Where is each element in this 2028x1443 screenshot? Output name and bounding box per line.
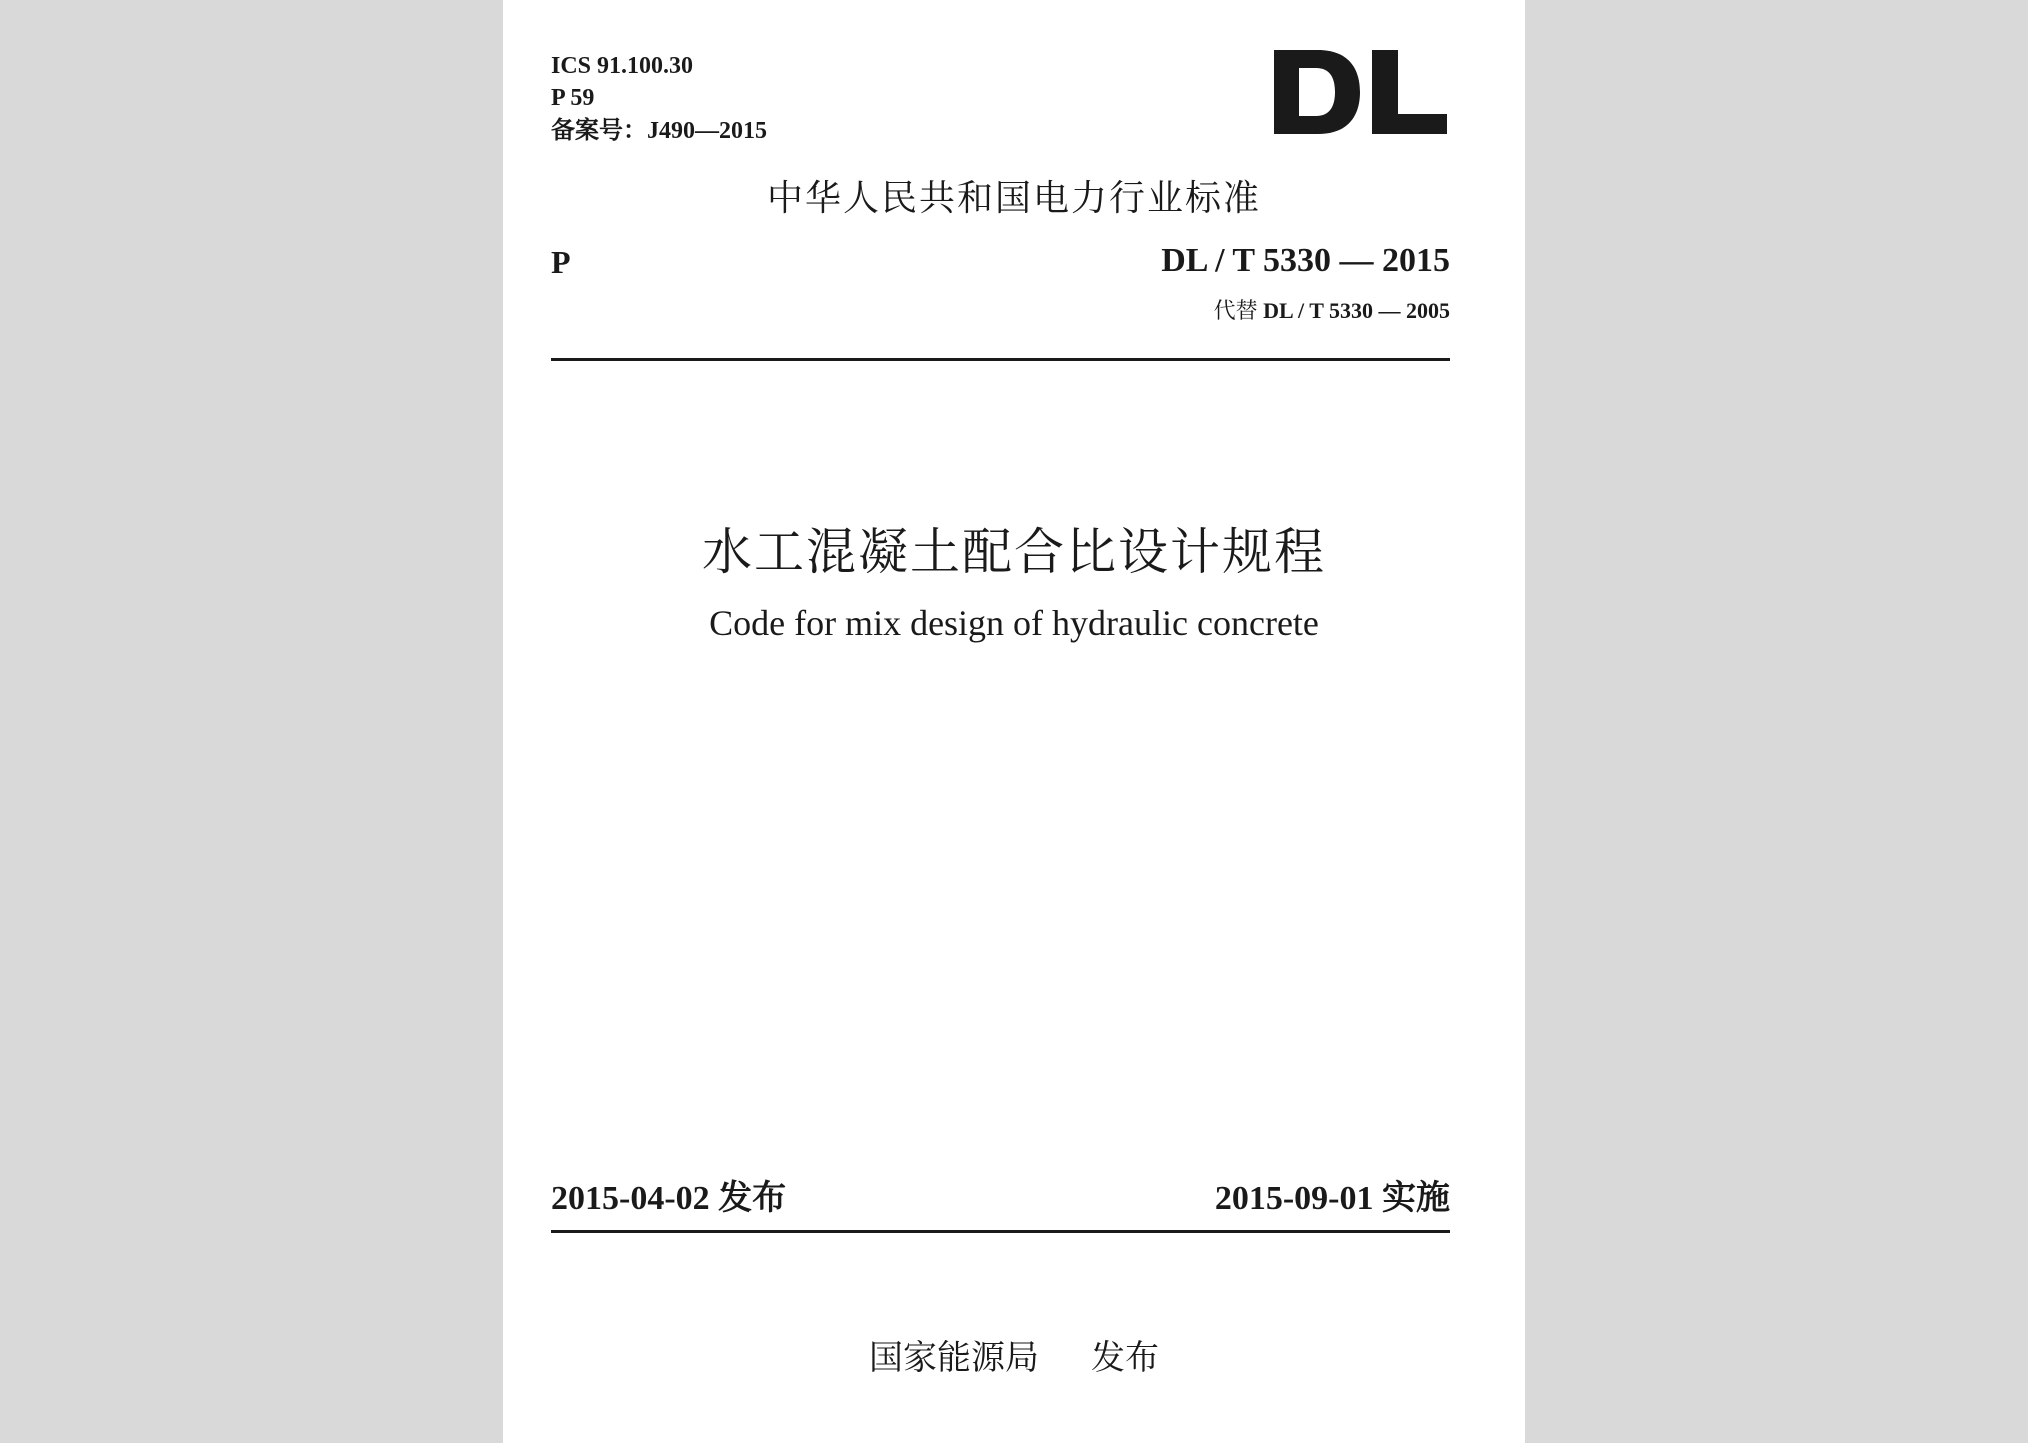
bottom-divider — [551, 1230, 1450, 1233]
document-title-chinese: 水工混凝土配合比设计规程 — [702, 523, 1326, 581]
implementation-date: 2015-09-01 — [1214, 1180, 1374, 1217]
publisher-name: 国家能源局 — [869, 1338, 1039, 1378]
issue-label: 发布 — [718, 1178, 787, 1218]
replaces-line — [1214, 294, 1450, 325]
replaces-label: 代替 — [1213, 299, 1258, 324]
document-cover-page — [503, 0, 1525, 1443]
publisher-line — [503, 1330, 1525, 1379]
publisher-label: 发布 — [1091, 1338, 1159, 1378]
record-number: J490—2015 — [647, 118, 767, 144]
issue-date-line — [551, 1170, 786, 1219]
class-code: P 59 — [551, 85, 595, 111]
implementation-date-line — [1215, 1170, 1450, 1219]
ics-code: ICS 91.100.30 — [551, 53, 694, 79]
implementation-label: 实施 — [1382, 1178, 1450, 1218]
issue-date: 2015-04-02 — [551, 1180, 710, 1217]
industry-standard-title: 中华人民共和国电力行业标准 — [766, 178, 1261, 219]
record-number-line — [551, 114, 767, 147]
top-divider — [551, 358, 1450, 361]
classification-codes — [551, 50, 767, 147]
standard-number: DL / T 5330 — 2015 — [1161, 242, 1450, 279]
category-letter: P — [551, 244, 571, 280]
dl-logo-icon — [1274, 50, 1447, 134]
replaced-standard-number: DL / T 5330 — 2005 — [1263, 298, 1450, 323]
document-title-english: Code for mix design of hydraulic concrete — [709, 603, 1319, 643]
record-label: 备案号： — [551, 116, 647, 144]
